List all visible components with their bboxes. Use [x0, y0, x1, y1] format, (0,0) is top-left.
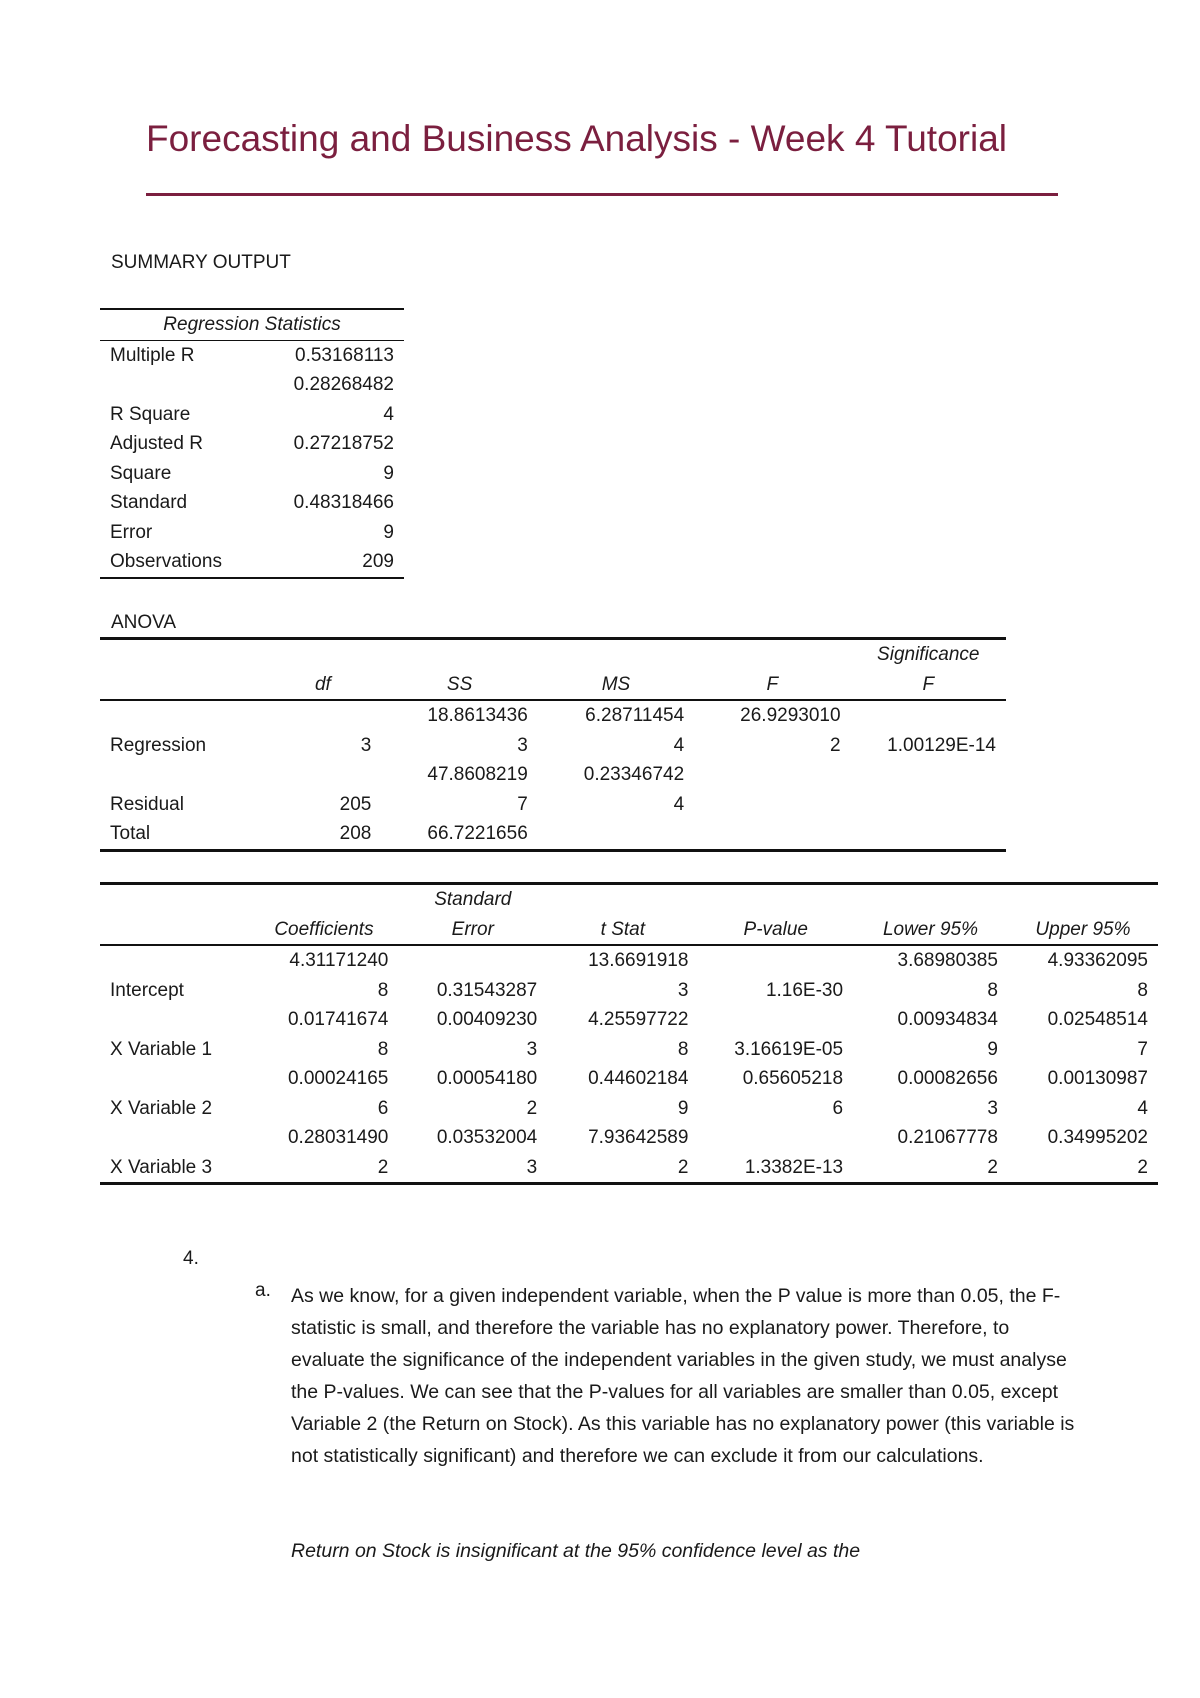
coefficient-row-label: X Variable 2 — [110, 1097, 213, 1119]
table-cell: 3 — [526, 1156, 538, 1178]
table-cell: 3.68980385 — [897, 950, 998, 971]
table-cell — [851, 700, 1006, 731]
column-header — [853, 884, 1008, 915]
stat-value: 4 — [383, 403, 394, 425]
row-label: Multiple R — [110, 344, 195, 366]
table-cell: 6 — [377, 1097, 389, 1119]
table-cell: 8 — [1137, 979, 1148, 1001]
column-header — [698, 884, 853, 915]
table-cell — [264, 700, 381, 731]
table-cell: 26.9293010 — [740, 705, 841, 726]
stat-value: 9 — [383, 521, 394, 543]
table-cell — [264, 760, 381, 790]
column-header: Coefficients — [250, 915, 399, 946]
table-row — [100, 1035, 1158, 1065]
column-header: Standard — [434, 889, 512, 910]
column-header — [381, 639, 537, 670]
coefficient-row-label — [100, 1064, 250, 1094]
column-header: Lower 95% — [853, 915, 1008, 946]
column-header — [264, 639, 381, 670]
table-cell: 1.16E-30 — [765, 979, 844, 1001]
column-header: F — [694, 670, 850, 701]
table-cell: 7 — [1137, 1038, 1148, 1060]
column-header — [100, 915, 250, 946]
column-header — [100, 884, 250, 915]
title-divider — [146, 193, 1058, 196]
anova-heading: ANOVA — [111, 612, 177, 633]
header-row — [100, 915, 1158, 946]
table-cell — [698, 1005, 853, 1035]
column-header — [547, 884, 698, 915]
summary-output-heading: SUMMARY OUTPUT — [111, 252, 291, 273]
table-cell: 0.00082656 — [897, 1068, 998, 1089]
anova-row-label — [100, 700, 264, 731]
table-cell: 8 — [677, 1038, 689, 1060]
table-cell: 3 — [677, 979, 689, 1001]
answer-list-marker: a. — [255, 1280, 271, 1301]
table-row — [100, 819, 1006, 850]
table-cell: 8 — [377, 979, 389, 1001]
header-row — [100, 670, 1006, 701]
table-cell: 0.03532004 — [436, 1127, 538, 1148]
table-row — [100, 547, 404, 578]
table-cell: 0.28031490 — [287, 1127, 389, 1148]
table-cell: 3 — [526, 1038, 538, 1060]
table-cell — [698, 945, 853, 976]
table-cell: 2 — [987, 1156, 998, 1178]
table-cell: 4.31171240 — [289, 950, 389, 971]
table-cell — [694, 760, 850, 790]
table-cell: 7 — [517, 793, 528, 815]
table-cell: 7.93642589 — [588, 1127, 689, 1148]
table-row — [100, 459, 404, 489]
table-cell — [851, 760, 1006, 790]
column-header — [250, 884, 399, 915]
column-header — [538, 639, 694, 670]
table-cell: 0.44602184 — [588, 1068, 689, 1089]
table-cell: 13.6691918 — [588, 950, 689, 971]
stat-value: 0.53168113 — [295, 344, 394, 366]
table-cell: 2 — [677, 1156, 689, 1178]
table-cell: 1.3382E-13 — [744, 1156, 844, 1178]
column-header — [694, 639, 850, 670]
table-cell: 0.31543287 — [436, 979, 538, 1001]
table-cell: 0.00054180 — [436, 1068, 538, 1089]
table-row — [100, 976, 1158, 1006]
column-header: Upper 95% — [1008, 915, 1158, 946]
answer-paragraph: As we know, for a given independent variable, when the P value is more than 0.05, the F-statistic is small, and therefore the variable has no explanatory power. Therefore, to evaluate the significance of the independent variables in the given study, we must analyse the P-values. We can see that the P-values for all variables are smaller than 0.05, except Variable 2 (the Return on Stock). As this variable has no explanatory power (this variable is not statistically significant) and therefore we can exclude it from our calculations. — [291, 1285, 1075, 1467]
column-header: Significance — [877, 644, 980, 665]
stat-value: 0.27218752 — [293, 433, 394, 454]
table-row — [100, 429, 404, 459]
table-cell: 3.16619E-05 — [734, 1038, 844, 1060]
table-cell: 0.00130987 — [1047, 1068, 1148, 1089]
table-cell — [698, 1123, 853, 1153]
column-header: MS — [538, 670, 694, 701]
row-label: Square — [110, 462, 172, 484]
document-title: Forecasting and Business Analysis - Week 4 Tutorial — [146, 118, 1008, 159]
coefficient-row-label: X Variable 1 — [110, 1038, 213, 1060]
table-cell: 4 — [673, 793, 685, 815]
table-cell — [398, 945, 547, 976]
table-cell: 3 — [360, 734, 372, 756]
coefficient-row-label — [100, 1123, 250, 1153]
table-row — [100, 945, 1158, 976]
table-cell: 1.00129E-14 — [887, 734, 996, 756]
table-cell: 4 — [1137, 1097, 1148, 1119]
table-row — [100, 400, 404, 430]
row-label — [100, 370, 270, 400]
table-row — [100, 340, 404, 370]
coefficient-row-label — [100, 945, 250, 976]
table-cell: 0.01741674 — [287, 1009, 389, 1030]
table-cell: 0.34995202 — [1047, 1127, 1148, 1148]
coefficient-row-label: Intercept — [110, 979, 184, 1001]
table-cell: 0.21067778 — [897, 1127, 998, 1148]
table-cell — [538, 819, 694, 850]
anova-table — [100, 637, 1006, 852]
table-cell: 6 — [832, 1097, 844, 1119]
stat-value: 0.48318466 — [293, 492, 394, 513]
column-header — [100, 639, 264, 670]
table-row — [100, 518, 404, 548]
stat-value: 209 — [362, 551, 394, 572]
anova-row-label: Total — [110, 823, 151, 844]
table-cell: 18.8613436 — [427, 705, 528, 726]
column-header: Error — [398, 915, 547, 946]
table-cell: 4.25597722 — [588, 1009, 689, 1030]
table-cell: 0.02548514 — [1047, 1009, 1148, 1030]
column-header: P-value — [698, 915, 853, 946]
table-cell: 0.65605218 — [742, 1068, 844, 1089]
table-cell — [851, 790, 1006, 820]
column-header: SS — [381, 670, 537, 701]
table-cell: 9 — [677, 1097, 689, 1119]
coefficient-row-label: X Variable 3 — [110, 1156, 213, 1178]
coefficient-row-label — [100, 1005, 250, 1035]
table-cell: 3 — [517, 734, 528, 756]
table-cell: 2 — [377, 1156, 389, 1178]
regression-statistics-table — [100, 308, 404, 579]
column-header: t Stat — [547, 915, 698, 946]
row-label: R Square — [110, 403, 191, 425]
table-cell: 2 — [829, 734, 841, 756]
table-cell: 3 — [987, 1097, 998, 1119]
table-cell: 2 — [1137, 1156, 1148, 1178]
table-cell: 9 — [987, 1038, 998, 1060]
table-cell — [694, 790, 850, 820]
table-cell: 2 — [526, 1097, 538, 1119]
table-row — [100, 370, 404, 400]
table-cell: 4.93362095 — [1047, 950, 1148, 971]
table-cell: 0.00024165 — [287, 1068, 389, 1089]
row-label: Adjusted R — [110, 433, 203, 454]
table-cell: 47.8608219 — [427, 764, 528, 785]
table-row — [100, 1123, 1158, 1153]
anova-row-label — [100, 760, 264, 790]
regression-statistics-header: Regression Statistics — [100, 309, 404, 340]
table-row — [100, 1094, 1158, 1124]
table-cell: 8 — [987, 979, 998, 1001]
table-row — [100, 731, 1006, 761]
anova-row-label: Regression — [110, 734, 207, 756]
row-label: Observations — [110, 551, 222, 572]
stat-value: 0.28268482 — [293, 374, 394, 395]
table-cell: 205 — [339, 793, 372, 815]
row-label: Standard — [110, 492, 188, 513]
table-cell: 4 — [673, 734, 685, 756]
stat-value: 9 — [383, 462, 394, 484]
table-cell: 0.00409230 — [436, 1009, 538, 1030]
table-cell: 8 — [377, 1038, 389, 1060]
table-cell: 208 — [339, 823, 372, 844]
table-row — [100, 1005, 1158, 1035]
column-header: F — [851, 670, 1006, 701]
table-row — [100, 790, 1006, 820]
column-header — [100, 670, 264, 701]
column-header: df — [264, 670, 381, 701]
table-cell: 6.28711454 — [585, 705, 685, 726]
row-label: Error — [110, 521, 153, 543]
question-number: 4. — [183, 1248, 199, 1269]
table-row — [100, 488, 404, 518]
table-row — [100, 1153, 1158, 1184]
italic-note: Return on Stock is insignificant at the 95% confidence level as the — [291, 1540, 861, 1562]
header-row — [100, 884, 1158, 915]
table-cell — [694, 819, 850, 850]
table-cell — [851, 819, 1006, 850]
table-cell: 0.00934834 — [897, 1009, 998, 1030]
table-cell: 0.23346742 — [583, 764, 685, 785]
anova-row-label: Residual — [110, 793, 184, 815]
table-row — [100, 1064, 1158, 1094]
table-cell: 66.7221656 — [427, 823, 528, 844]
coefficients-table — [100, 882, 1158, 1185]
table-row — [100, 760, 1006, 790]
table-row — [100, 700, 1006, 731]
column-header — [1008, 884, 1158, 915]
header-row — [100, 639, 1006, 670]
